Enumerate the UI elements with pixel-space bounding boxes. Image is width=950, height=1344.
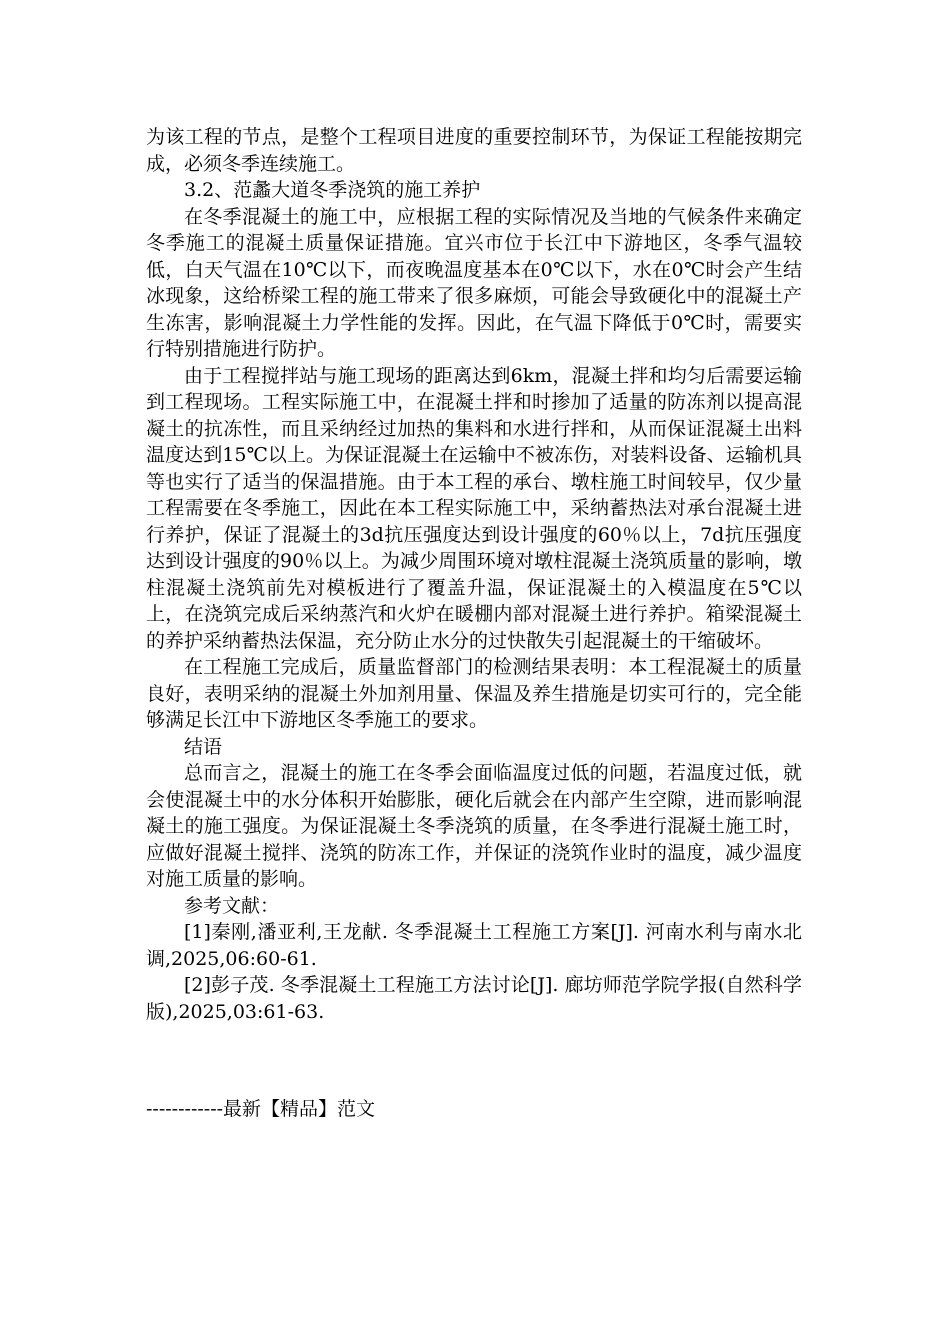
paragraph-continued: 为该工程的节点，是整个工程项目进度的重要控制环节，为保证工程能按期完成，必须冬季连续施工。 (146, 126, 802, 175)
document-body (146, 124, 802, 1025)
paragraph: 总而言之，混凝土的施工在冬季会面临温度过低的问题，若温度过低，就会使混凝土中的水分体积开始膨胀，硬化后就会在内部产生空隙，进而影响混凝土的施工强度。为保证混凝土冬季浇筑的质量，在冬季进行混凝土施工时，应做好混凝土搅拌、浇筑的防冻工作，并保证的浇筑作业时的温度，减少温度对施工质量的影响。 (146, 762, 802, 890)
footer-text: ------------最新【精品】范文 (146, 1098, 376, 1120)
reference-item: [2]彭子茂. 冬季混凝土工程施工方法讨论[J]. 廊坊师范学院学报(自然科学版),2025,03:61-63. (146, 974, 802, 1023)
paragraph: 由于工程搅拌站与施工现场的距离达到6km，混凝土拌和均匀后需要运输到工程现场。工程实际施工中，在混凝土拌和时掺加了适量的防冻剂以提高混凝土的抗冻性，而且采纳经过加热的集料和水进行拌和，从而保证混凝土出料温度达到15℃以上。为保证混凝土在运输中不被冻伤，对装料设备、运输机具等也实行了适当的保温措施。由于本工程的承台、墩柱施工时间较早，仅少量工程需要在冬季施工，因此在本工程实际施工中，采纳蓄热法对承台混凝土进行养护，保证了混凝土的3d抗压强度达到设计强度的60％以上，7d抗压强度达到设计强度的90％以上。为减少周围环境对墩柱混凝土浇筑质量的影响，墩柱混凝土浇筑前先对模板进行了覆盖升温，保证混凝土的入模温度在5℃以上，在浇筑完成后采纳蒸汽和火炉在暖棚内部对混凝土进行养护。箱梁混凝土的养护采纳蓄热法保温，充分防止水分的过快散失引起混凝土的干缩破坏。 (146, 364, 802, 652)
section-heading-3-2: 3.2、范蠡大道冬季浇筑的施工养护 (184, 179, 481, 201)
reference-item: [1]秦刚,潘亚利,王龙献. 冬季混凝土工程施工方案[J]. 河南水利与南水北调,2025,06:60-61. (146, 921, 802, 970)
references-heading: 参考文献： (184, 894, 280, 917)
conclusion-heading: 结语 (184, 735, 223, 758)
paragraph: 在冬季混凝土的施工中，应根据工程的实际情况及当地的气候条件来确定冬季施工的混凝土质量保证措施。宜兴市位于长江中下游地区，冬季气温较低，白天气温在10℃以下，而夜晚温度基本在0℃以下，水在0℃时会产生结冰现象，这给桥梁工程的施工带来了很多麻烦，可能会导致硬化中的混凝土产生冻害，影响混凝土力学性能的发挥。因此，在气温下降低于0℃时，需要实行特别措施进行防护。 (146, 205, 802, 360)
paragraph: 在工程施工完成后，质量监督部门的检测结果表明：本工程混凝土的质量良好，表明采纳的混凝土外加剂用量、保温及养生措施是切实可行的，完全能够满足长江中下游地区冬季施工的要求。 (146, 656, 802, 731)
